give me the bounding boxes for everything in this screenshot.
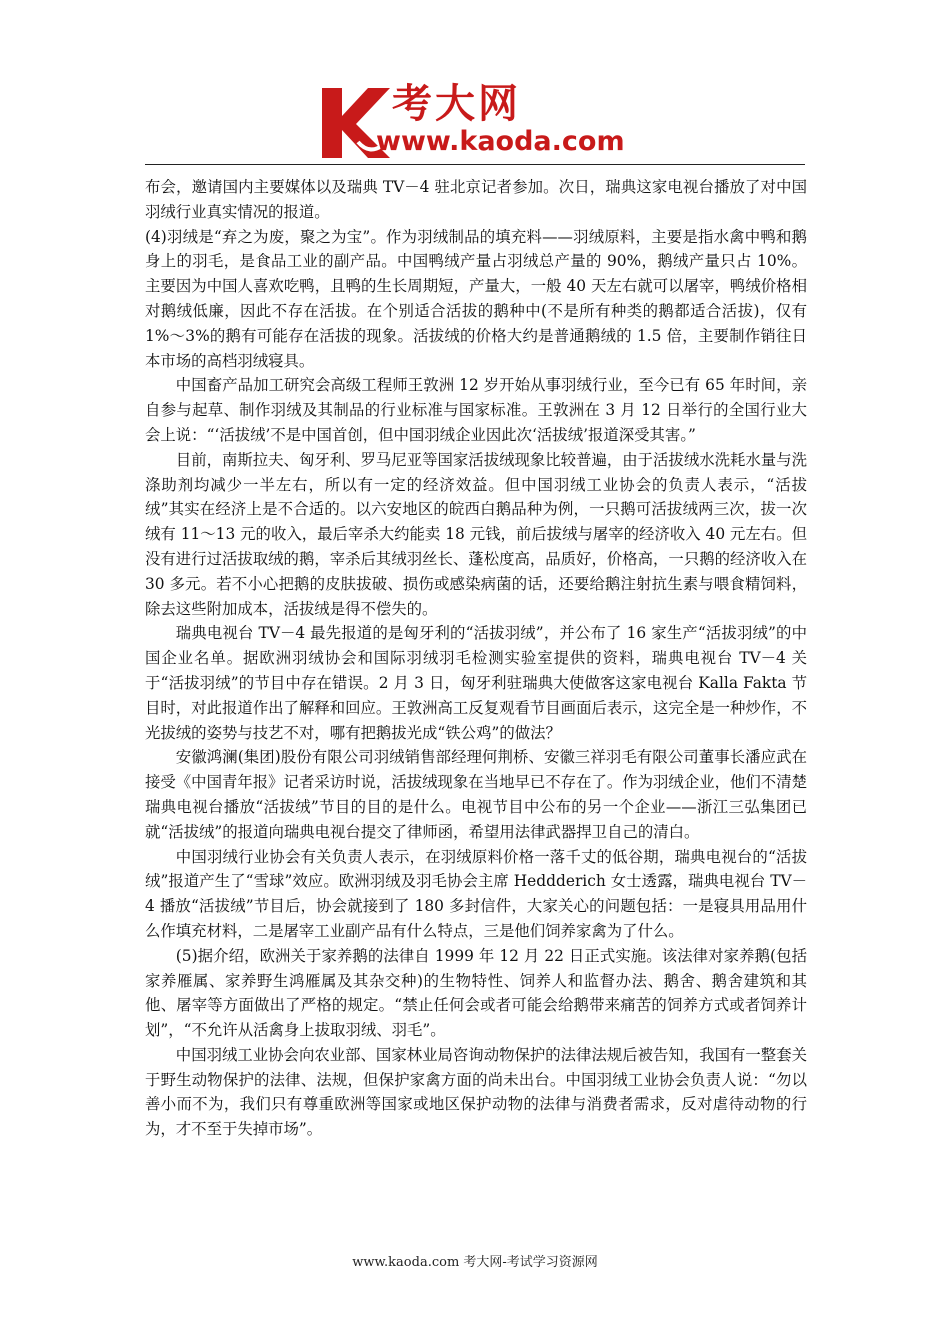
paragraph: 安徽鸿澜(集团)股份有限公司羽绒销售部经理何荆桥、安徽三祥羽毛有限公司董事长潘应武在接受《中国青年报》记者采访时说，活拔绒现象在当地早已不存在了。作为羽绒企业，他们不清楚瑞典电视台播放“活拔绒”节目的目的是什么。电视节目中公布的另一个企业——浙江三弘集团已就“活拔绒”的报道向瑞典电视台提交了律师函，希望用法律武器捍卫自己的清白。 xyxy=(145,748,807,841)
paragraph: 中国羽绒工业协会向农业部、国家林业局咨询动物保护的法律法规后被告知，我国有一整套关于野生动物保护的法律、法规，但保护家禽方面的尚未出台。中国羽绒工业协会负责人说：“勿以善小而不为，我们只有尊重欧洲等国家或地区保护动物的法律与消费者需求，反对虐待动物的行为，才不至于失掉市场”。 xyxy=(145,1045,807,1139)
article-body xyxy=(145,175,807,1142)
paragraph: 目前，南斯拉夫、匈牙利、罗马尼亚等国家活拔绒现象比较普遍，由于活拔绒水洗耗水量与洗涤助剂均减少一半左右，所以有一定的经济效益。但中国羽绒工业协会的负责人表示，“活拔绒”其实在经济上是不合适的。以六安地区的皖西白鹅品种为例，一只鹅可活拔绒两三次，拔一次绒有 11～13 元的收入，最后宰杀大约能卖 18 元钱，前后拔绒与屠宰的经济收入 40 元左右。但没有进行过活拔取绒的鹅，宰杀后其绒羽丝长、蓬松度高，品质好，价格高，一只鹅的经济收入在 30 多元。若不小心把鹅的皮肤拔破、损伤或感染病菌的话，还要给鹅注射抗生素与喂食精饲料，除去这些附加成本，活拔绒是得不偿失的。 xyxy=(145,450,807,618)
logo-url[interactable]: www.kaoda.com xyxy=(376,126,625,157)
paragraph: (5)据介绍，欧洲关于家养鹅的法律自 1999 年 12 月 22 日正式实施。该法律对家养鹅(包括家养雁属、家养野生鸿雁属及其杂交种)的生物特性、饲养人和监督办法、鹅舍、鹅舍建筑和其他、屠宰等方面做出了严格的规定。“禁止任何会或者可能会给鹅带来痛苦的饲养方式或者饲养计划”，“不允许从活禽身上拔取羽绒、羽毛”。 xyxy=(145,946,807,1040)
paragraph: 瑞典电视台 TV－4 最先报道的是匈牙利的“活拔羽绒”，并公布了 16 家生产“活拔羽绒”的中国企业名单。据欧洲羽绒协会和国际羽绒羽毛检测实验室提供的资料，瑞典电视台 TV－4 关于“活拔羽绒”的节目中存在错误。2 月 3 日，匈牙利驻瑞典大使做客这家电视台 Kalla Fakta 节目时，对此报道作出了解释和回应。王敦洲高工反复观看节目画面后表示，这完全是一种炒作，不光拔绒的姿势与技艺不对，哪有把鹅拔光成“铁公鸡”的做法？ xyxy=(145,624,807,742)
site-header xyxy=(0,72,950,164)
page-footer: www.kaoda.com 考大网-考试学习资源网 xyxy=(352,1255,598,1270)
paragraph: 中国畜产品加工研究会高级工程师王敦洲 12 岁开始从事羽绒行业，至今已有 65 年时间，亲自参与起草、制作羽绒及其制品的行业标准与国家标准。王敦洲在 3 月 12 日举行的全国行业大会上说：“‘活拔绒’不是中国首创，但中国羽绒企业因此次‘活拔绒’报道深受其害。” xyxy=(145,376,807,444)
logo-text: 考大网 xyxy=(392,81,521,127)
paragraph: 中国羽绒行业协会有关负责人表示，在羽绒原料价格一落千丈的低谷期，瑞典电视台的“活拔绒”报道产生了“雪球”效应。欧洲羽绒及羽毛协会主席 Heddderich 女士透露，瑞典电视台 TV－4 播放“活拔绒”节目后，协会就接到了 180 多封信件，大家关心的问题包括：一是寝具用品用什么作填充材料，二是屠宰工业副产品有什么特点，三是他们饲养家禽为了什么。 xyxy=(145,847,807,940)
paragraph: 布会，邀请国内主要媒体以及瑞典 TV－4 驻北京记者参加。次日，瑞典这家电视台播放了对中国羽绒行业真实情况的报道。 xyxy=(145,178,807,221)
header-divider xyxy=(145,164,805,165)
paragraph: (4)羽绒是“弃之为废，聚之为宝”。作为羽绒制品的填充料——羽绒原料，主要是指水禽中鸭和鹅身上的羽毛，是食品工业的副产品。中国鸭绒产量占羽绒总产量的 90%，鹅绒产量只占 10%。主要因为中国人喜欢吃鸭，且鸭的生长周期短，产量大，一般 40 天左右就可以屠宰，鸭绒价格相对鹅绒低廉，因此不存在活拔。在个别适合活拔的鹅种中(不是所有种类的鹅都适合活拔)，仅有 1%～3%的鹅有可能存在活拔的现象。活拔绒的价格大约是普通鹅绒的 1.5 倍，主要制作销往日本市场的高档羽绒寝具。 xyxy=(145,227,807,370)
